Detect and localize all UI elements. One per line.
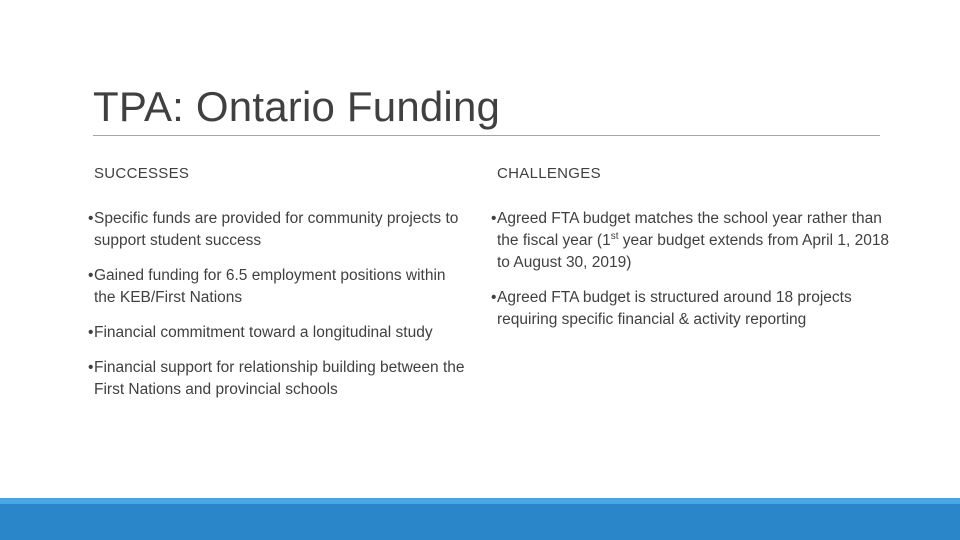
- successes-list: [88, 208, 468, 414]
- success-text: Financial support for relationship building between the First Nations and provincial schools: [94, 359, 465, 398]
- title-divider: [93, 135, 880, 136]
- bullet-icon: •: [88, 324, 94, 341]
- footer-band: [0, 498, 960, 540]
- challenge-text: Agreed FTA budget is structured around 18 projects requiring specific financial & activity reporting: [497, 289, 852, 328]
- ordinal-suffix: st: [610, 230, 619, 242]
- footer-band-highlight: [0, 498, 960, 504]
- success-text: Gained funding for 6.5 employment positions within the KEB/First Nations: [94, 267, 446, 306]
- list-item: [491, 208, 891, 274]
- challenges-heading: CHALLENGES: [497, 165, 601, 182]
- bullet-icon: •: [88, 210, 94, 227]
- successes-heading: SUCCESSES: [94, 165, 190, 182]
- slide-title: TPA: Ontario Funding: [93, 83, 501, 130]
- list-item: [88, 208, 468, 252]
- success-text: Financial commitment toward a longitudinal study: [94, 324, 433, 341]
- bullet-icon: •: [491, 289, 497, 306]
- bullet-icon: •: [88, 359, 94, 376]
- success-text: Specific funds are provided for community projects to support student success: [94, 210, 459, 249]
- challenge-text-part: Agreed FTA budget matches the school year rather than the fiscal year (1: [497, 210, 882, 249]
- bullet-icon: •: [491, 210, 497, 227]
- list-item: [88, 265, 468, 309]
- challenges-list: [491, 208, 891, 344]
- challenge-text-part: year budget extends from April 1, 2018 to August 30, 2019): [497, 232, 890, 271]
- list-item: [88, 357, 468, 401]
- list-item: [491, 287, 891, 331]
- list-item: [88, 322, 468, 344]
- bullet-icon: •: [88, 267, 94, 284]
- challenge-text: [497, 210, 889, 271]
